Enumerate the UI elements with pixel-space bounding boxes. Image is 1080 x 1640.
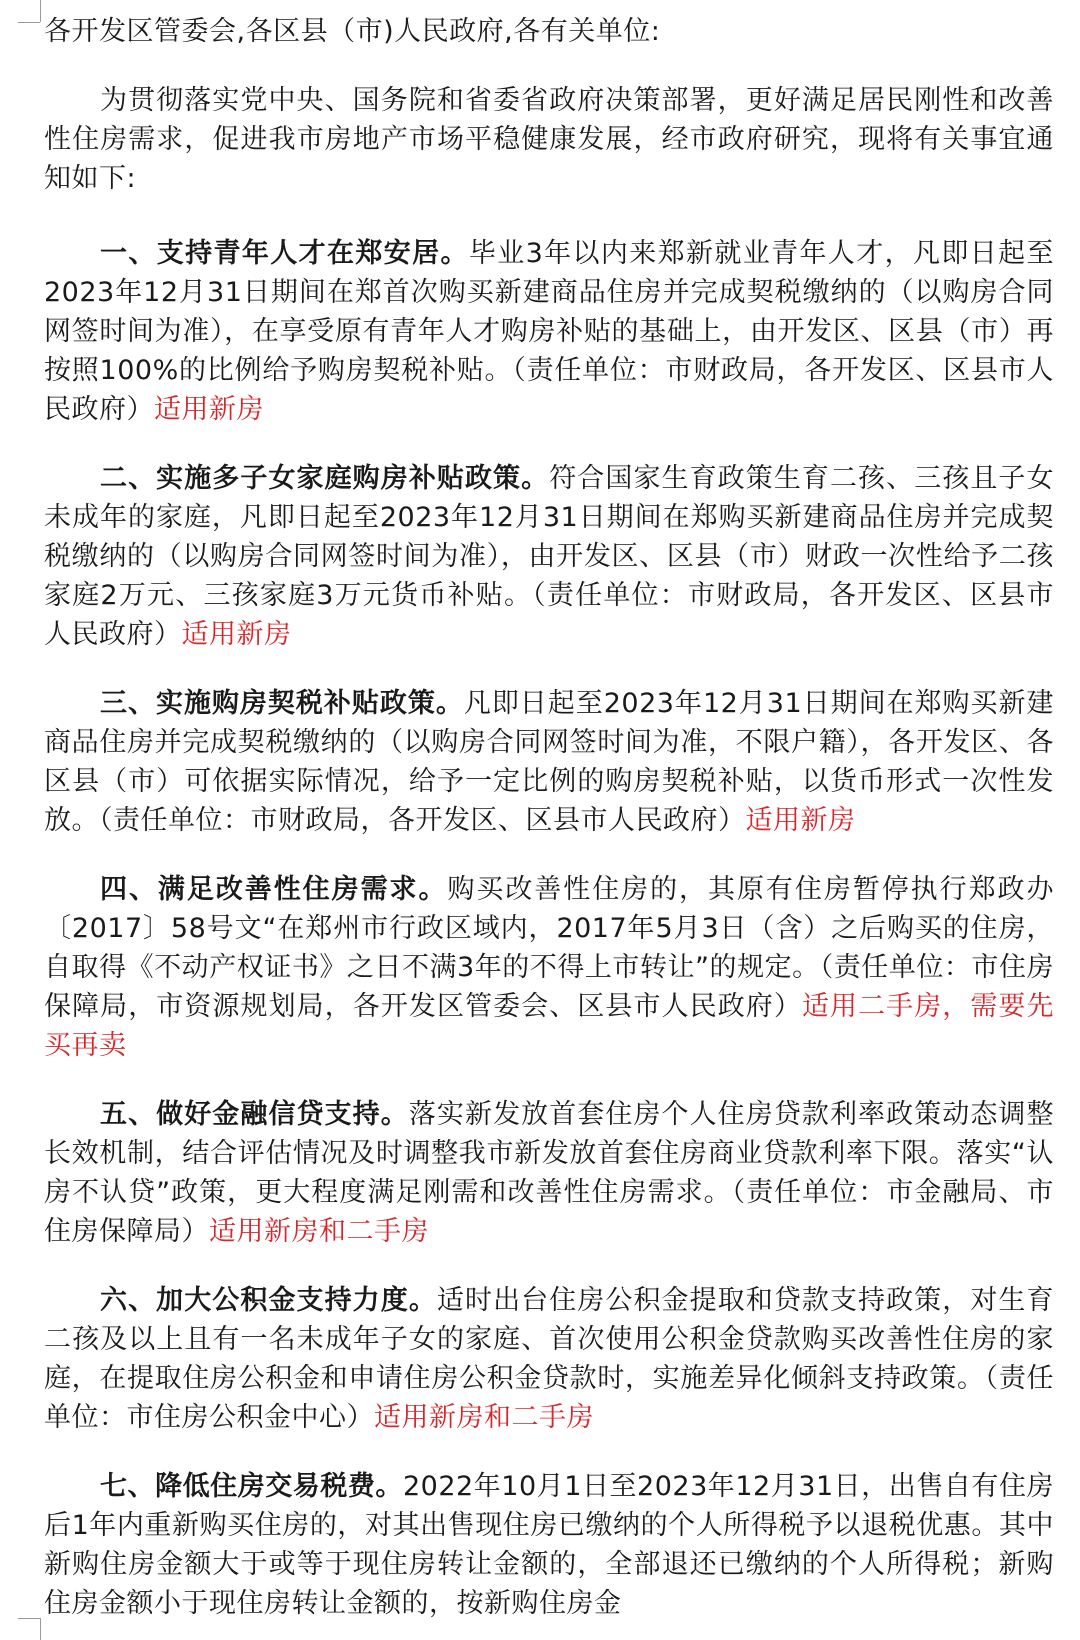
- crop-mark-bottom-left-h: [18, 1618, 40, 1619]
- policy-heading: 一、支持青年人才在郑安居。: [100, 238, 469, 269]
- applicability-tag: 适用新房和二手房: [209, 1216, 429, 1247]
- policy-heading: 五、做好金融信贷支持。: [100, 1099, 409, 1130]
- policy-body: 2022年10月1日至2023年12月31日，出售自有住房后1年内重新购买住房的，对其出售现住房已缴纳的个人所得税予以退税优惠。其中新购住房金额大于或等于现住房转让金额的，全部退还已缴纳的个人所得税；新购住房金额小于现住房转让金额的，按新购住房金: [44, 1471, 1054, 1619]
- policy-body: 符合国家生育政策生育二孩、三孩且子女未成年的家庭，凡即日起至2023年12月31日期间在郑购买新建商品住房并完成契税缴纳的（以购房合同网签时间为准），由开发区、区县（市）财政一次性给予二孩家庭2万元、三孩家庭3万元货币补贴。（责任单位：市财政局，各开发区、区县市人民政府）: [44, 463, 1055, 650]
- intro-paragraph: 为贯彻落实党中央、国务院和省委省政府决策部署，更好满足居民刚性和改善性住房需求，促进我市房地产市场平稳健康发展，经市政府研究，现将有关事宜通知如下:: [44, 85, 1054, 194]
- policy-heading: 二、实施多子女家庭购房补贴政策。: [100, 463, 550, 494]
- policy-heading: 三、实施购房契税补贴政策。: [100, 688, 464, 719]
- crop-mark-top-left-v: [40, 0, 41, 22]
- salutation: 各开发区管委会,各区县（市)人民政府,各有关单位:: [44, 16, 661, 47]
- policy-body: 购买改善性住房的，其原有住房暂停执行郑政办〔2017〕58号文“在郑州市行政区域内，2017年5月3日（含）之后购买的住房，自取得《不动产权证书》之日不满3年的不得上市转让”的规定。（责任单位：市住房保障局，市资源规划局，各开发区管委会、区县市人民政府）: [44, 874, 1054, 1022]
- policy-item-3: [44, 684, 1054, 840]
- applicability-tag: 适用二手房，需要先买再卖: [44, 991, 1055, 1061]
- policy-item-1: [44, 234, 1054, 429]
- policy-body: 落实新发放首套住房个人住房贷款利率政策动态调整长效机制，结合评估情况及时调整我市新发放首套住房商业贷款利率下限。落实“认房不认贷”政策，更大程度满足刚需和改善性住房需求。（责任单位：市金融局、市住房保障局）: [44, 1099, 1055, 1247]
- policy-body: 凡即日起至2023年12月31日期间在郑购买新建商品住房并完成契税缴纳的（以购房合同网签时间为准，不限户籍），各开发区、各区县（市）可依据实际情况，给予一定比例的购房契税补贴，以货币形式一次性发放。（责任单位：市财政局，各开发区、区县市人民政府）: [44, 688, 1054, 836]
- policy-heading: 七、降低住房交易税费。: [100, 1471, 403, 1502]
- document-body: [44, 12, 1054, 1623]
- policy-item-2: [44, 459, 1054, 654]
- policy-heading: 六、加大公积金支持力度。: [100, 1285, 437, 1316]
- crop-mark-bottom-left-v: [40, 1618, 41, 1640]
- policy-item-7: [44, 1467, 1054, 1623]
- applicability-tag: 适用新房和二手房: [374, 1402, 594, 1433]
- applicability-tag: 适用新房: [181, 619, 292, 650]
- policy-item-5: [44, 1095, 1054, 1251]
- policy-body: 适时出台住房公积金提取和贷款支持政策，对生育二孩及以上且有一名未成年子女的家庭、首次使用公积金贷款购买改善性住房的家庭，在提取住房公积金和申请住房公积金贷款时，实施差异化倾斜支持政策。（责任单位：市住房公积金中心）: [44, 1285, 1055, 1433]
- crop-mark-top-left-h: [18, 22, 40, 23]
- policy-item-6: [44, 1281, 1054, 1437]
- policy-body: 毕业3年以内来郑新就业青年人才，凡即日起至2023年12月31日期间在郑首次购买新建商品住房并完成契税缴纳的（以购房合同网签时间为准），在享受原有青年人才购房补贴的基础上，由开发区、区县（市）再按照100%的比例给予购房契税补贴。（责任单位：市财政局，各开发区、区县市人民政府）: [44, 238, 1054, 425]
- applicability-tag: 适用新房: [745, 805, 856, 836]
- applicability-tag: 适用新房: [154, 394, 264, 425]
- policy-heading: 四、满足改善性住房需求。: [100, 874, 448, 905]
- policy-item-4: [44, 870, 1054, 1065]
